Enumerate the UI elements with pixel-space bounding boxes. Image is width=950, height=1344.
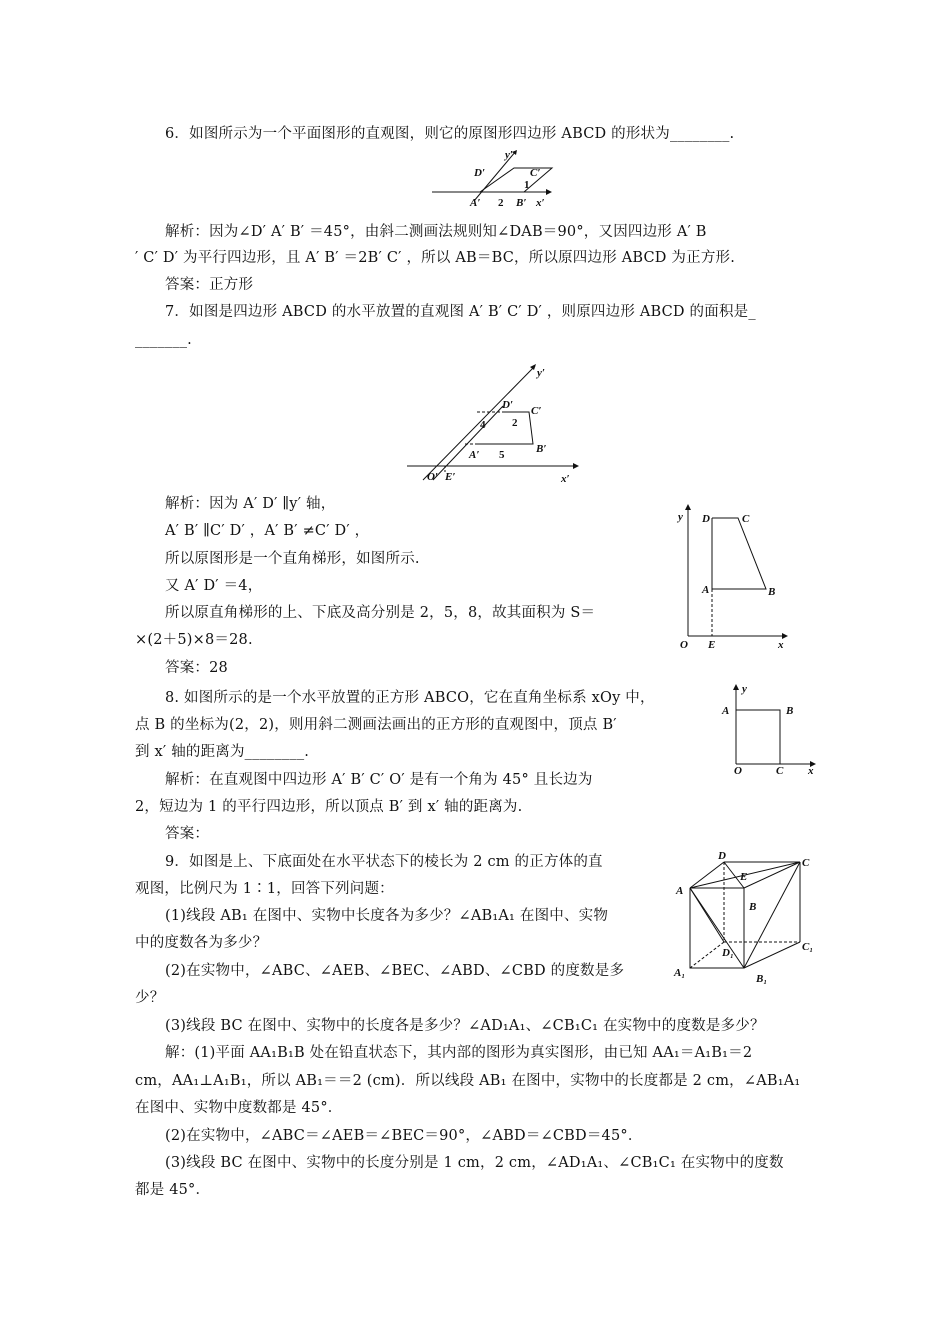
q7-label-x: x′ <box>561 473 570 485</box>
q6-analysis-line2: ′ C′ D′ 为平行四边形，且 A′ B′ ＝2B′ C′ ，所以 AB＝BC，所以原四边形 ABCD 为正方形. <box>135 250 736 266</box>
q9-label-a1: A₁ <box>674 967 686 979</box>
q8-analysis-line2: 2，短边为 1 的平行四边形，所以顶点 B′ 到 x′ 轴的距离为. <box>135 799 523 815</box>
q7o-label-b: B <box>768 586 776 598</box>
q8-label-b: B <box>786 705 794 717</box>
q6-label-b: B′ <box>516 197 527 208</box>
q9-solution2: (2)在实物中，∠ABC＝∠AEB＝∠BEC＝90°，∠ABD＝∠CBD＝45°． <box>165 1128 643 1144</box>
q9-label-d: D <box>718 850 726 862</box>
q9-solution1-line1: 解：(1)平面 AA₁B₁B 处在铅直状态下，其内部的图形为真实图形，由已知 AA₁＝A₁B₁＝2 <box>165 1045 753 1061</box>
q7-label-y: y′ <box>537 367 545 379</box>
q7-stem-line2: _______. <box>135 332 192 348</box>
q7-label-2: 2 <box>512 417 518 429</box>
q8-stem-line1: 8. 如图所示的是一个水平放置的正方形 ABCO，它在直角坐标系 xOy 中， <box>165 690 655 706</box>
q9-solution1-line2: cm，AA₁⊥A₁B₁，所以 AB₁＝＝2 (cm)．所以线段 AB₁ 在图中，实物中的长度都是 2 cm，∠AB₁A₁ <box>135 1073 801 1089</box>
q7-label-o: O′ <box>427 471 439 483</box>
q9-label-c: C <box>802 857 810 869</box>
q8-label-y: y <box>742 683 747 695</box>
q7-label-4: 4 <box>480 419 486 431</box>
q7-oblique-figure <box>405 356 585 486</box>
q7-stem-line1: 7．如图是四边形 ABCD 的水平放置的直观图 A′ B′ C′ D′ ，则原四边形 ABCD 的面积是_ <box>165 304 756 320</box>
q7-label-b: B′ <box>536 443 547 455</box>
q7-original-trapezoid-figure <box>672 504 792 650</box>
q6-label-c: C′ <box>530 167 541 179</box>
q7-label-d: D′ <box>502 399 514 411</box>
q7-answer: 答案：28 <box>165 660 228 676</box>
q7-label-5: 5 <box>499 449 505 461</box>
q7-analysis-line1: 解析：因为 A′ D′ ∥y′ 轴， <box>165 496 336 512</box>
q7o-label-d: D <box>702 513 710 525</box>
q9-stem-line1: 9．如图是上、下底面处在水平状态下的棱长为 2 cm 的正方体的直 <box>165 854 603 870</box>
q6-label-d: D′ <box>474 167 486 179</box>
q7o-label-x: x <box>778 639 784 650</box>
q9-label-c1: C₁ <box>802 941 814 953</box>
q9-solution3-line1: (3)线段 BC 在图中、实物中的长度分别是 1 cm，2 cm，∠AD₁A₁、∠CB₁C₁ 在实物中的度数 <box>165 1155 784 1171</box>
q9-part2-line2: 少？ <box>135 990 165 1006</box>
q7-analysis-line3: 所以原图形是一个直角梯形，如图所示. <box>165 551 420 567</box>
q7-analysis-line4: 又 A′ D′ ＝4， <box>165 578 263 594</box>
q9-label-e: E <box>740 871 748 883</box>
q9-solution3-line2: 都是 45°． <box>135 1182 211 1198</box>
q8-square-figure <box>716 680 820 776</box>
q6-analysis-line1: 解析：因为∠D′ A′ B′ ＝45°，由斜二测画法规则知∠DAB＝90°，又因四边形 A′ B <box>165 224 707 240</box>
q9-part2-line1: (2)在实物中，∠ABC、∠AEB、∠BEC、∠ABD、∠CBD 的度数是多 <box>165 963 625 979</box>
q8-label-x: x <box>808 765 814 776</box>
q9-part1-line2: 中的度数各为多少？ <box>135 935 268 951</box>
q7o-label-y: y <box>678 511 683 523</box>
q7o-label-c: C <box>742 513 750 525</box>
q8-analysis-line1: 解析：在直观图中四边形 A′ B′ C′ O′ 是有一个角为 45° 且长边为 <box>165 772 593 788</box>
q7o-label-e: E <box>708 639 716 650</box>
q6-oblique-figure <box>428 146 556 208</box>
q6-label-x: x′ <box>536 197 545 208</box>
q8-label-a: A <box>722 705 730 717</box>
q7-label-c: C′ <box>531 405 542 417</box>
q9-part3: (3)线段 BC 在图中、实物中的长度各是多少？∠AD₁A₁、∠CB₁C₁ 在实物中的度数是多少？ <box>165 1018 765 1034</box>
q6-stem: 6．如图所示为一个平面图形的直观图，则它的原图形四边形 ABCD 的形状为________. <box>165 126 735 142</box>
q6-label-a: A′ <box>470 197 481 208</box>
q6-label-y: y′ <box>505 149 513 161</box>
q7-label-a: A′ <box>469 449 480 461</box>
q9-part1-line1: (1)线段 AB₁ 在图中、实物中长度各为多少？∠AB₁A₁ 在图中、实物 <box>165 908 609 924</box>
q8-stem-line3: 到 x′ 轴的距离为________. <box>135 744 310 760</box>
q9-label-d1: D₁ <box>722 947 734 959</box>
q7-analysis-line5: 所以原直角梯形的上、下底及高分别是 2，5，8，故其面积为 S＝ <box>165 605 596 621</box>
q9-label-b1: B₁ <box>756 973 768 985</box>
q8-label-o: O <box>734 765 742 776</box>
q8-answer: 答案： <box>165 826 210 842</box>
q8-label-c: C <box>776 765 784 776</box>
q6-label-2: 2 <box>498 197 504 208</box>
q6-label-1: 1 <box>524 179 530 191</box>
q9-stem-line2: 观图，比例尺为 1∶1，回答下列问题： <box>135 881 394 897</box>
q9-label-a: A <box>676 885 684 897</box>
q9-solution1-line3: 在图中、实物中度数都是 45°． <box>135 1100 343 1116</box>
q7-label-e: E′ <box>445 471 456 483</box>
q6-answer: 答案：正方形 <box>165 277 254 293</box>
q9-label-b: B <box>749 901 757 913</box>
q7-analysis-line6: ×(2＋5)×8＝28. <box>135 632 253 648</box>
q7-analysis-line2: A′ B′ ∥C′ D′ ，A′ B′ ≠C′ D′ ， <box>165 523 370 539</box>
q7o-label-a: A <box>702 584 710 596</box>
q7o-label-o: O <box>680 639 688 650</box>
q9-cube-figure <box>672 848 822 988</box>
q8-stem-line2: 点 B 的坐标为(2，2)，则用斜二测画法画出的正方形的直观图中，顶点 B′ <box>135 717 617 733</box>
